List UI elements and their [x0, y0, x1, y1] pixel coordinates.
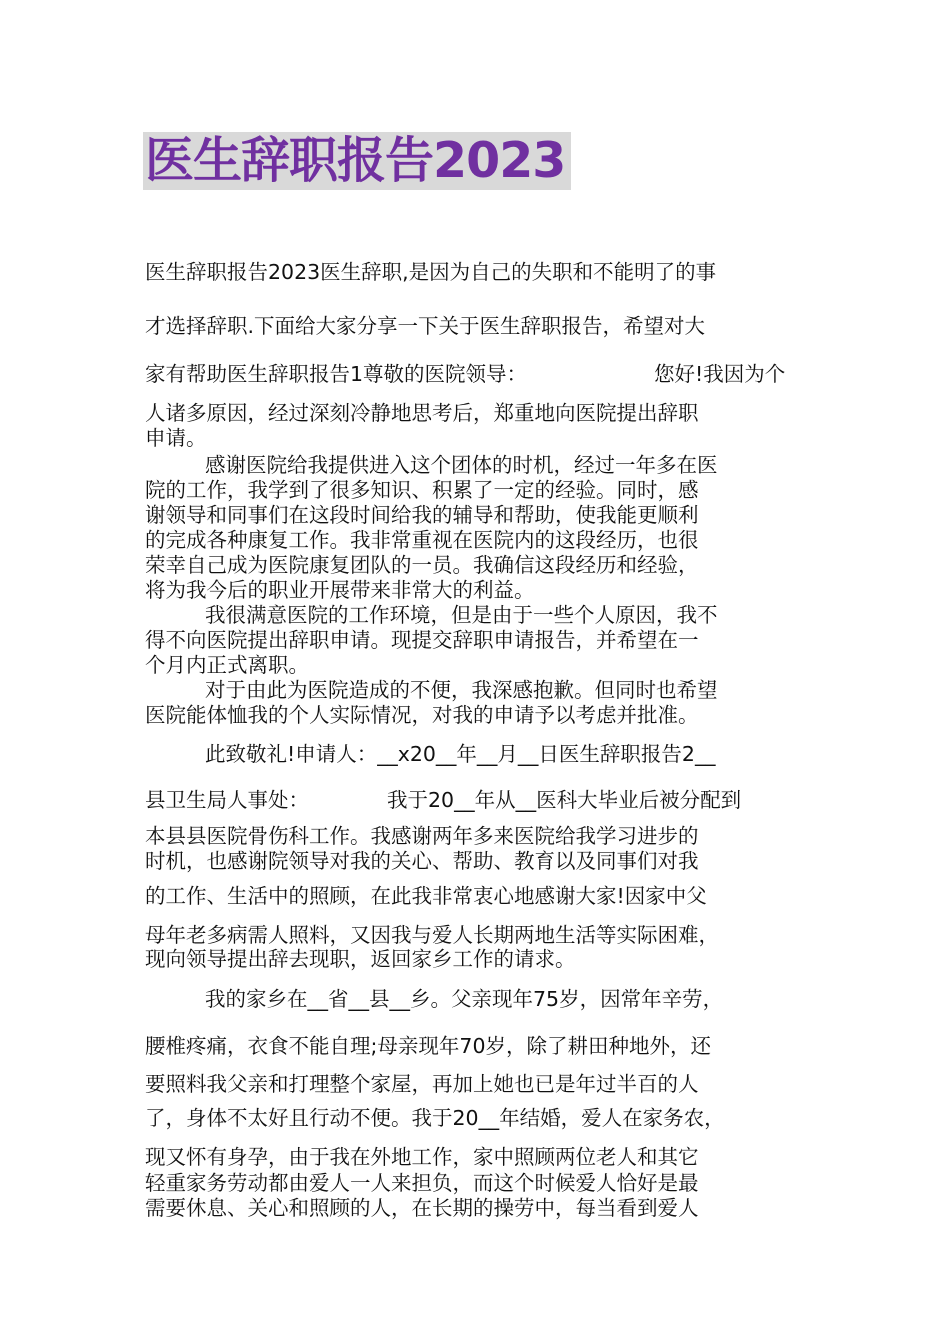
text-line: 医生辞职报告2023医生辞职,是因为自己的失职和不能明了的事: [145, 260, 717, 284]
text-line: 我很满意医院的工作环境，但是由于一些个人原因，我不: [205, 603, 718, 627]
text-line: 需要休息、关心和照顾的人，在长期的操劳中，每当看到爱人: [145, 1196, 699, 1220]
text-line: 您好!我因为个: [654, 362, 786, 386]
text-line: 母年老多病需人照料，又因我与爱人长期两地生活等实际困难，: [145, 923, 719, 947]
text-line: 的完成各种康复工作。我非常重视在医院内的这段经历，也很: [145, 528, 699, 552]
text-line: 的工作、生活中的照顾，在此我非常衷心地感谢大家!因家中父: [145, 884, 707, 908]
text-line: 申请。: [145, 426, 207, 450]
text-line: 将为我今后的职业开展带来非常大的利益。: [145, 578, 535, 602]
text-line: 本县县医院骨伤科工作。我感谢两年多来医院给我学习进步的: [145, 824, 699, 848]
text-line: 要照料我父亲和打理整个家屋，再加上她也已是年过半百的人: [145, 1072, 699, 1096]
text-line: 现又怀有身孕，由于我在外地工作，家中照顾两位老人和其它: [145, 1145, 699, 1169]
text-line: 轻重家务劳动都由爱人一人来担负，而这个时候爱人恰好是最: [145, 1171, 699, 1195]
text-line: 人诸多原因，经过深刻冷静地思考后，郑重地向医院提出辞职: [145, 401, 699, 425]
text-line: 个月内正式离职。: [145, 653, 309, 677]
text-line: 对于由此为医院造成的不便，我深感抱歉。但同时也希望: [205, 678, 718, 702]
text-line: 我的家乡在__省__县__乡。父亲现年75岁，因常年辛劳，: [205, 987, 724, 1011]
text-line: 了，身体不太好且行动不便。我于20__年结婚，爱人在家务农，: [145, 1106, 725, 1130]
text-line: 感谢医院给我提供进入这个团体的时机，经过一年多在医: [205, 453, 718, 477]
text-line: 时机，也感谢院领导对我的关心、帮助、教育以及同事们对我: [145, 849, 699, 873]
text-line: 谢领导和同事们在这段时间给我的辅导和帮助，使我能更顺利: [145, 503, 699, 527]
text-line: 医院能体恤我的个人实际情况，对我的申请予以考虑并批准。: [145, 703, 699, 727]
text-line: 此致敬礼!申请人：__x20__年__月__日医生辞职报告2__: [205, 742, 716, 766]
text-line: 现向领导提出辞去现职，返回家乡工作的请求。: [145, 947, 576, 971]
text-line: 才选择辞职.下面给大家分享一下关于医生辞职报告，希望对大: [145, 314, 706, 338]
text-line: 荣幸自己成为医院康复团队的一员。我确信这段经历和经验，: [145, 553, 699, 577]
text-line: 县卫生局人事处：: [145, 788, 309, 812]
text-line: 家有帮助医生辞职报告1尊敬的医院领导：: [145, 362, 528, 386]
text-line: 我于20__年从__医科大毕业后被分配到: [387, 788, 742, 812]
document-title: 医生辞职报告2023: [143, 132, 571, 190]
text-line: 得不向医院提出辞职申请。现提交辞职申请报告，并希望在一: [145, 628, 699, 652]
text-line: 院的工作，我学到了很多知识、积累了一定的经验。同时，感: [145, 478, 699, 502]
text-line: 腰椎疼痛，衣食不能自理;母亲现年70岁，除了耕田种地外，还: [145, 1034, 711, 1058]
